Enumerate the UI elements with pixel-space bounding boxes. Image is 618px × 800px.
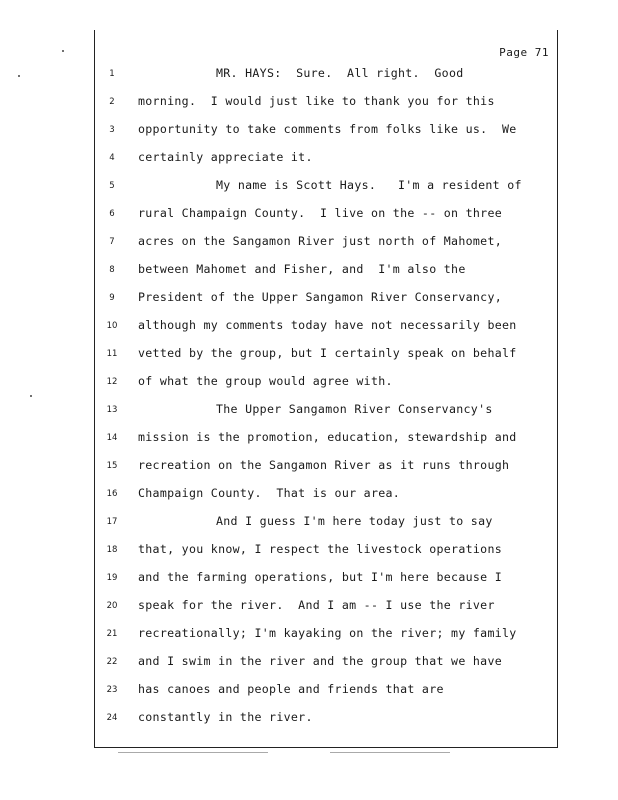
line-text: morning. I would just like to thank you for this — [138, 94, 495, 108]
line-text: although my comments today have not necessarily been — [138, 318, 517, 332]
transcript-page — [94, 30, 558, 748]
line-text: recreation on the Sangamon River as it runs through — [138, 458, 510, 472]
line-number: 21 — [106, 629, 118, 639]
line-number: 16 — [106, 489, 118, 499]
transcript-line — [95, 598, 557, 616]
scan-edge-line — [330, 752, 450, 753]
line-number: 10 — [106, 321, 118, 331]
line-number: 14 — [106, 433, 118, 443]
line-text: vetted by the group, but I certainly speak on behalf — [138, 346, 517, 360]
line-text: My name is Scott Hays. I'm a resident of — [216, 178, 522, 192]
line-number: 11 — [106, 349, 118, 359]
line-number: 22 — [106, 657, 118, 667]
line-number: 9 — [109, 293, 115, 303]
line-number: 4 — [109, 153, 115, 163]
transcript-line — [95, 710, 557, 728]
line-number: 12 — [106, 377, 118, 387]
line-number: 5 — [109, 181, 115, 191]
transcript-line — [95, 206, 557, 224]
transcript-line — [95, 514, 557, 532]
transcript-line — [95, 458, 557, 476]
line-number: 23 — [106, 685, 118, 695]
line-text: and I swim in the river and the group that we have — [138, 654, 503, 668]
page-number-label: Page 71 — [499, 46, 549, 59]
line-text: constantly in the river. — [138, 710, 313, 724]
line-text: of what the group would agree with. — [138, 374, 393, 388]
transcript-line — [95, 570, 557, 588]
line-number: 13 — [106, 405, 118, 415]
line-number: 15 — [106, 461, 118, 471]
line-text: has canoes and people and friends that are — [138, 682, 444, 696]
transcript-line — [95, 262, 557, 280]
transcript-line — [95, 94, 557, 112]
line-text: between Mahomet and Fisher, and I'm also the — [138, 262, 466, 276]
line-text: Champaign County. That is our area. — [138, 486, 401, 500]
transcript-line — [95, 374, 557, 392]
transcript-line — [95, 290, 557, 308]
line-number: 2 — [109, 97, 115, 107]
line-number: 24 — [106, 713, 118, 723]
line-number: 8 — [109, 265, 115, 275]
transcript-line — [95, 150, 557, 168]
transcript-line — [95, 346, 557, 364]
transcript-line — [95, 66, 557, 84]
transcript-line — [95, 234, 557, 252]
line-text: MR. HAYS: Sure. All right. Good — [216, 66, 464, 80]
line-text: rural Champaign County. I live on the -- on three — [138, 206, 503, 220]
line-number: 19 — [106, 573, 118, 583]
line-number: 1 — [109, 69, 115, 79]
transcript-line — [95, 430, 557, 448]
line-text: certainly appreciate it. — [138, 150, 313, 164]
line-number: 17 — [106, 517, 118, 527]
scan-edge-line — [118, 752, 268, 753]
transcript-line — [95, 654, 557, 672]
line-text: recreationally; I'm kayaking on the river; my family — [138, 626, 517, 640]
transcript-line — [95, 486, 557, 504]
transcript-line — [95, 626, 557, 644]
line-number: 6 — [109, 209, 115, 219]
line-text: speak for the river. And I am -- I use the river — [138, 598, 495, 612]
line-text: mission is the promotion, education, stewardship and — [138, 430, 517, 444]
line-text: and the farming operations, but I'm here because I — [138, 570, 503, 584]
line-text: opportunity to take comments from folks like us. We — [138, 122, 517, 136]
transcript-line — [95, 682, 557, 700]
transcript-line — [95, 542, 557, 560]
transcript-line — [95, 178, 557, 196]
line-text: President of the Upper Sangamon River Conservancy, — [138, 290, 503, 304]
scan-speck — [30, 395, 32, 397]
line-text: that, you know, I respect the livestock operations — [138, 542, 503, 556]
line-number: 7 — [109, 237, 115, 247]
scan-speck — [62, 50, 64, 52]
transcript-line — [95, 318, 557, 336]
line-number: 3 — [109, 125, 115, 135]
transcript-line — [95, 402, 557, 420]
line-text: And I guess I'm here today just to say — [216, 514, 493, 528]
line-text: The Upper Sangamon River Conservancy's — [216, 402, 493, 416]
transcript-line — [95, 122, 557, 140]
line-number: 18 — [106, 545, 118, 555]
scan-speck — [18, 75, 20, 77]
line-number: 20 — [106, 601, 118, 611]
line-text: acres on the Sangamon River just north of Mahomet, — [138, 234, 503, 248]
